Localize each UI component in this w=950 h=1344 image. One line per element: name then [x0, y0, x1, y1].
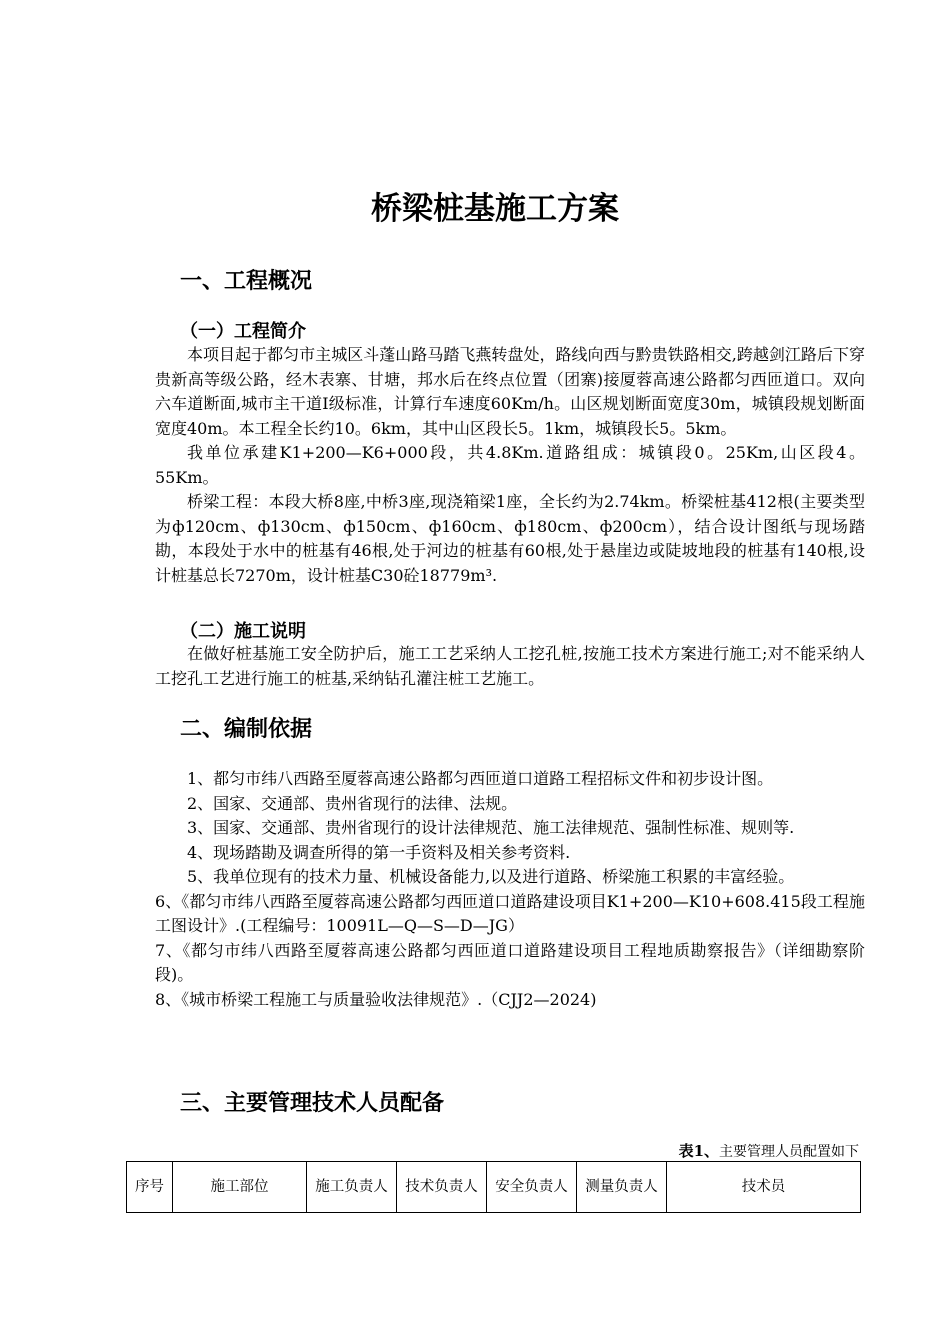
intro-paragraph: 本项目起于都匀市主城区斗蓬山路马踏飞燕转盘处，路线向西与黔贵铁路相交,跨越剑江路后下穿贵新高等级公路，经木表寨、甘塘，邦水后在终点位置（团寨)接厦蓉高速公路都匀西匝道口。双向六车道断面,城市主干道Ⅰ级标准，计算行车速度60Km/h。山区规划断面宽度30m，城镇段规划断面宽度40m。本工程全长约10。6km，其中山区段长5。1km，城镇段长5。5km。	[155, 345, 865, 438]
document-title: 桥梁桩基施工方案	[371, 191, 619, 227]
intro-paragraph: 桥梁工程：本段大桥8座,中桥3座,现浇箱梁1座，全长约为2.74km。桥梁桩基412根(主要类型为ф120cm、ф130cm、ф150cm、ф160cm、ф180cm、ф200cm），结合设计图纸与现场踏勘，本段处于水中的桩基有46根,处于河边的桩基有60根,处于悬崖边或陡坡地段的桩基有140根,设计桩基总长7270m，设计桩基C30砼18779m³.	[155, 492, 865, 585]
subsection-heading-intro: （一）工程简介	[180, 321, 306, 342]
basis-item: 2、国家、交通部、贵州省现行的法律、法规。	[187, 793, 518, 813]
staff-table	[126, 1161, 861, 1213]
col-header-survey-lead: 测量负责人	[577, 1162, 667, 1213]
intro-body	[155, 343, 865, 588]
basis-list	[155, 767, 865, 1012]
col-header-construction-lead: 施工负责人	[307, 1162, 397, 1213]
table-caption	[679, 1140, 859, 1161]
col-header-seq: 序号	[127, 1162, 173, 1213]
construction-paragraph: 在做好桩基施工安全防护后，施工工艺采纳人工挖孔桩,按施工技术方案进行施工;对不能采纳人工挖孔工艺进行施工的桩基,采纳钻孔灌注桩工艺施工。	[155, 644, 865, 688]
construction-body	[155, 642, 865, 691]
col-header-location: 施工部位	[173, 1162, 307, 1213]
basis-item: 7、《都匀市纬八西路至厦蓉高速公路都匀西匝道口道路建设项目工程地质勘察报告》（详细勘察阶段)。	[155, 940, 865, 984]
basis-item: 8、《城市桥梁工程施工与质量验收法律规范》.（CJJ2—2024)	[155, 989, 597, 1009]
table-caption-number: 表1、	[678, 1142, 719, 1160]
basis-item: 6、《都匀市纬八西路至厦蓉高速公路都匀西匝道口道路建设项目K1+200—K10+608.415段工程施工图设计》.(工程编号：10091L—Q—S—D—JG）	[155, 891, 865, 935]
col-header-safety-lead: 安全负责人	[487, 1162, 577, 1213]
subsection-heading-construction: （二）施工说明	[180, 621, 306, 642]
col-header-tech-lead: 技术负责人	[397, 1162, 487, 1213]
basis-item: 1、都匀市纬八西路至厦蓉高速公路都匀西匝道口道路工程招标文件和初步设计图。	[187, 769, 774, 788]
section-heading-staff: 三、主要管理技术人员配备	[180, 1090, 445, 1116]
intro-paragraph: 我单位承建K1+200—K6+000段，共4.8Km.道路组成：城镇段0。25Km,山区段4。55Km。	[155, 443, 865, 487]
basis-item: 4、现场踏勘及调查所得的第一手资料及相关参考资料.	[187, 842, 571, 862]
basis-item: 5、我单位现有的技术力量、机械设备能力,以及进行道路、桥梁施工积累的丰富经验。	[187, 867, 795, 886]
basis-item: 3、国家、交通部、贵州省现行的设计法律规范、施工法律规范、强制性标准、规则等.	[187, 818, 795, 837]
section-heading-overview: 一、工程概况	[180, 268, 313, 294]
table-caption-text: 主要管理人员配置如下	[719, 1144, 859, 1160]
table-header-row	[127, 1162, 861, 1213]
col-header-technician: 技术员	[667, 1162, 861, 1213]
section-heading-basis: 二、编制依据	[180, 716, 313, 742]
